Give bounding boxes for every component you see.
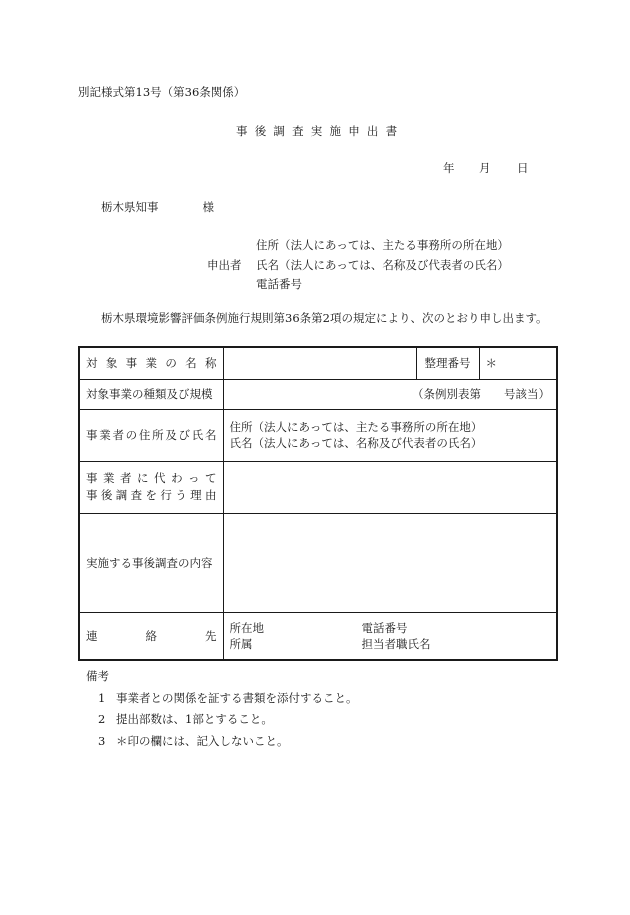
contact-location-label: 所在地	[229, 620, 264, 635]
form-number: 別記様式第13号（第36条関係）	[78, 85, 246, 99]
survey-content-field[interactable]	[223, 513, 557, 612]
contact-phone-label: 電話番号	[361, 620, 408, 635]
operator-name-line: 氏名（法人にあっては、名称及び代表者の氏名）	[229, 436, 483, 450]
applicant-label: 申出者	[207, 258, 242, 272]
date-row	[443, 160, 529, 176]
reason-label-cell	[79, 461, 223, 513]
table-row	[79, 461, 557, 513]
project-name-label: 対象事業の名称	[86, 356, 217, 371]
table-row	[79, 379, 557, 409]
contact-label: 連絡先	[86, 628, 217, 643]
application-table	[78, 346, 558, 661]
reason-field[interactable]	[223, 461, 557, 513]
addressee-name: 栃木県知事	[101, 200, 159, 214]
date-month-label: 月	[479, 161, 491, 175]
applicant-address: 住所（法人にあっては、主たる事務所の所在地）	[256, 238, 509, 252]
addressee-honorific: 様	[202, 200, 214, 214]
document-title: 事後調査実施申出書	[236, 124, 405, 138]
survey-content-label: 実施する事後調査の内容	[79, 513, 223, 612]
table-row	[79, 513, 557, 612]
list-item: 3 ＊印の欄には、記入しないこと。	[98, 733, 289, 748]
table-row	[79, 347, 557, 379]
date-day-label: 日	[517, 161, 529, 175]
operator-field[interactable]	[223, 409, 557, 461]
project-name-label-cell	[79, 347, 223, 379]
reason-label-line1: 事業者に代わって	[86, 471, 217, 485]
project-type-field[interactable]: （条例別表第 号該当）	[223, 379, 557, 409]
contact-field[interactable]	[223, 612, 557, 660]
contact-label-cell	[79, 612, 223, 660]
list-item: 2 提出部数は、1部とすること。	[98, 712, 273, 726]
reason-label-line2: 事後調査を行う理由	[86, 488, 217, 502]
notes	[86, 666, 358, 752]
operator-label: 事業者の住所及び氏名	[86, 428, 217, 442]
applicant-block	[256, 236, 509, 295]
reference-number-field: ＊	[479, 347, 557, 379]
intro-text: 栃木県環境影響評価条例施行規則第36条第2項の規定により、次のとおり申し出ます。	[101, 311, 548, 325]
contact-department-label: 所属	[229, 636, 253, 651]
notes-heading: 備考	[86, 669, 109, 683]
project-type-label: 対象事業の種類及び規模	[79, 379, 223, 409]
applicant-name: 氏名（法人にあっては、名称及び代表者の氏名）	[256, 257, 509, 272]
table-row	[79, 409, 557, 461]
applicant-phone: 電話番号	[256, 277, 302, 291]
operator-label-cell	[79, 409, 223, 461]
table-row	[79, 612, 557, 660]
contact-person-label: 担当者職氏名	[361, 636, 431, 651]
operator-address-line: 住所（法人にあっては、主たる事務所の所在地）	[229, 420, 483, 434]
addressee	[101, 199, 214, 215]
list-item: 1 事業者との関係を証する書類を添付すること。	[98, 690, 358, 705]
date-year-label: 年	[443, 161, 455, 175]
project-name-field[interactable]	[223, 347, 416, 379]
reference-number-label: 整理番号	[416, 347, 479, 379]
